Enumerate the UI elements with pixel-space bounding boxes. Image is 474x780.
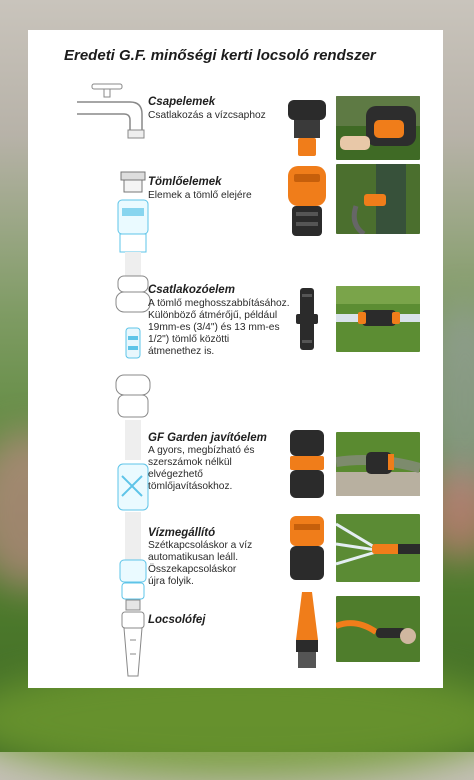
section-desc-waterstop: Szétkapcsoláskor a víz automatikusan leáll. Összekapcsoláskor újra folyik. [148, 540, 253, 587]
nozzle-icon [122, 612, 144, 676]
section-desc-coupler: A tömlő meghosszabbításához. Különböző átmérőjű, például 19mm-es (3/4") és 13 mm-es 1/2") tömlő közötti átmenethez is. [148, 298, 290, 357]
hose-connector-icon [118, 200, 148, 252]
coupler-icon [126, 328, 140, 358]
repair-connector-photo [336, 432, 420, 496]
nozzle-photo [336, 596, 420, 662]
section-title-coupler: Csatlakozóelem [148, 284, 235, 296]
repair-connector-icon [118, 464, 148, 510]
hose-connector-photo [336, 164, 420, 234]
water-stop-product [284, 514, 330, 586]
coupler-photo [336, 286, 420, 352]
hose-connector-product [284, 162, 330, 242]
section-title-hose: Tömlőelemek [148, 176, 222, 188]
hose-segment-1 [125, 252, 141, 276]
hose-segment-2 [125, 420, 141, 460]
system-diagram [72, 80, 162, 680]
page-title: Eredeti G.F. minőségi kerti locsoló rendszer [64, 47, 376, 64]
hose-segment-3 [125, 512, 141, 560]
water-stop-photo [336, 514, 420, 582]
section-desc-tap: Csatlakozás a vízcsaphoz [148, 110, 266, 121]
section-desc-hose: Elemek a tömlő elejére [148, 190, 252, 201]
tap-adapter-photo [336, 96, 420, 160]
section-title-tap: Csapelemek [148, 96, 216, 108]
section-title-nozzle: Locsolófej [148, 614, 206, 626]
gray-connector-bottom-icon [116, 375, 150, 417]
nozzle-product [284, 590, 330, 672]
info-panel [28, 30, 443, 688]
water-stop-icon [120, 560, 146, 610]
section-title-waterstop: Vízmegállító [148, 527, 216, 539]
tap-adapter-icon [121, 172, 145, 192]
section-desc-repair: A gyors, megbízható és szerszámok nélkül elvégezhető tömlőjavításokhoz. [148, 445, 255, 492]
section-title-repair: GF Garden javítóelem [148, 432, 267, 444]
tap-adapter-product [284, 96, 330, 160]
repair-connector-product [284, 428, 330, 504]
gray-connector-top-icon [116, 276, 150, 312]
faucet-icon [77, 84, 144, 138]
coupler-product [284, 286, 330, 352]
